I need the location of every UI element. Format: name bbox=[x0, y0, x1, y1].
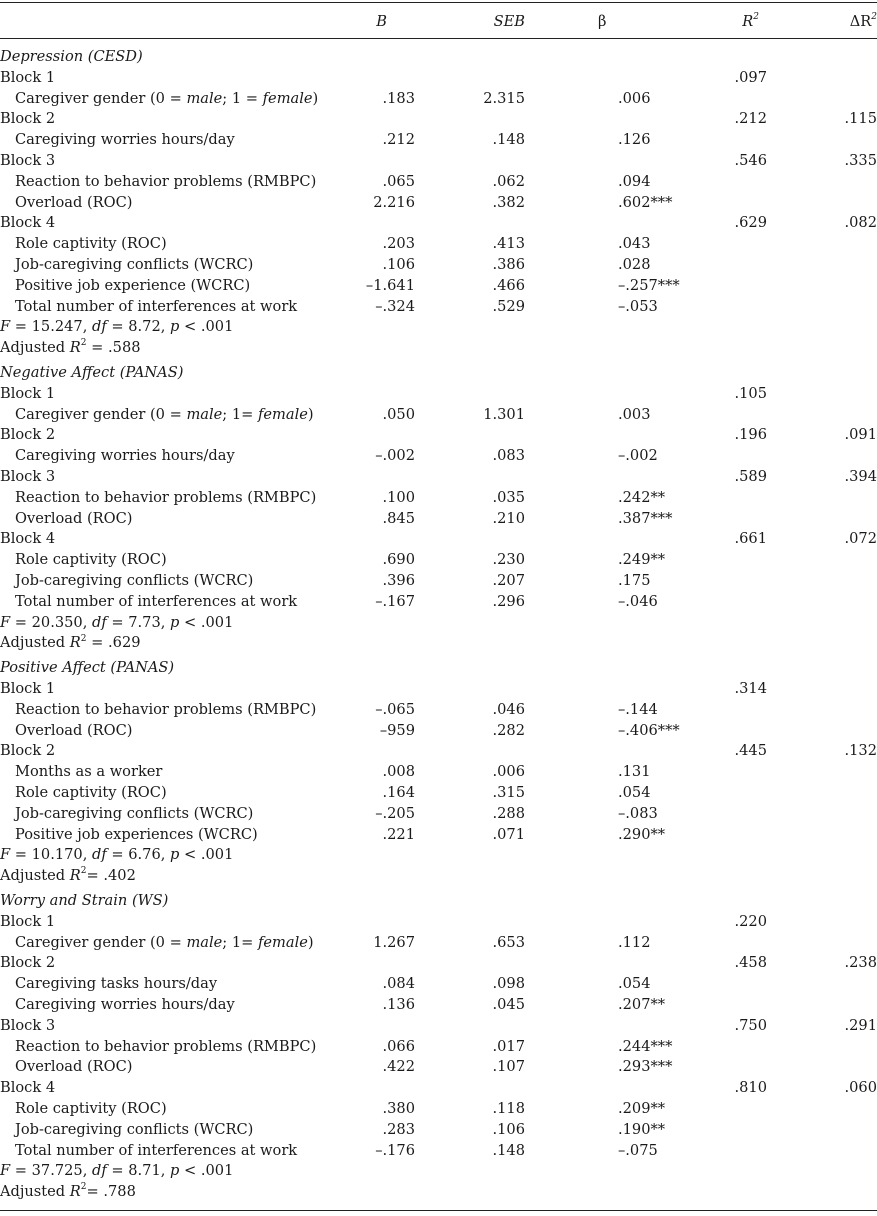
table-row bbox=[0, 973, 877, 994]
row-label: Reaction to behavior problems (RMBPC) bbox=[15, 1037, 317, 1055]
table-row bbox=[0, 591, 877, 612]
b-value: .164 bbox=[382, 784, 415, 801]
beta-value: –.053 bbox=[618, 297, 658, 315]
b-value: –959 bbox=[379, 721, 415, 739]
beta-value: .054 bbox=[618, 784, 651, 801]
beta-value: .190** bbox=[618, 1120, 666, 1138]
seb-value: .148 bbox=[492, 131, 525, 149]
table-row bbox=[0, 1119, 877, 1140]
table-row bbox=[0, 549, 877, 570]
row-label: Total number of interferences at work bbox=[15, 297, 298, 315]
table-row bbox=[0, 824, 877, 845]
adjusted-r2: Adjusted $R^2= .402$ bbox=[0, 866, 136, 885]
row-label: Overload (ROC) bbox=[15, 1058, 133, 1076]
block-row bbox=[0, 67, 877, 88]
b-value: .050 bbox=[382, 405, 415, 423]
header-delta-r2: $\Delta R^2$ bbox=[849, 12, 877, 30]
r2-value: .458 bbox=[734, 954, 767, 972]
header-row bbox=[0, 11, 877, 32]
delta-r2-value: .394 bbox=[844, 468, 877, 485]
row-label: Total number of interferences at work bbox=[15, 592, 298, 610]
b-value: .100 bbox=[382, 488, 415, 506]
header-r2: $R^2$ bbox=[742, 12, 759, 30]
adjusted-r2-row bbox=[0, 632, 877, 653]
table-row bbox=[0, 275, 877, 296]
block-row bbox=[0, 383, 877, 404]
header-beta: β bbox=[598, 13, 607, 30]
r2-value: .445 bbox=[734, 742, 767, 760]
b-value: .008 bbox=[382, 763, 415, 781]
table-row bbox=[0, 404, 877, 425]
seb-value: .083 bbox=[492, 447, 525, 465]
b-value: –.167 bbox=[375, 592, 415, 610]
f-statistic-row bbox=[0, 844, 877, 865]
bottom-rule bbox=[0, 1210, 877, 1211]
section-title bbox=[0, 362, 877, 383]
seb-value: .071 bbox=[492, 825, 525, 843]
section-title-text: Worry and Strain (WS) bbox=[0, 892, 169, 909]
table-row bbox=[0, 1036, 877, 1057]
row-label: Positive job experience (WCRC) bbox=[15, 276, 251, 294]
f-statistic: F = 10.170, df = 6.76, p < .001 bbox=[0, 846, 234, 864]
seb-value: .296 bbox=[492, 592, 525, 610]
beta-value: –.257*** bbox=[618, 276, 680, 294]
table-row bbox=[0, 487, 877, 508]
b-value: –.176 bbox=[375, 1141, 415, 1159]
table-row bbox=[0, 192, 877, 213]
beta-value: .242** bbox=[618, 488, 666, 506]
b-value: .066 bbox=[382, 1037, 415, 1055]
delta-r2-value: .132 bbox=[844, 742, 877, 760]
block-row bbox=[0, 678, 877, 699]
delta-r2-value: .072 bbox=[844, 530, 877, 548]
block-row bbox=[0, 952, 877, 973]
seb-value: .207 bbox=[492, 572, 525, 589]
table-row bbox=[0, 171, 877, 192]
block-label: Block 1 bbox=[0, 384, 56, 402]
table-row bbox=[0, 296, 877, 317]
block-label: Block 1 bbox=[0, 68, 56, 86]
row-label: Caregiving worries hours/day bbox=[15, 131, 235, 149]
seb-value: .045 bbox=[492, 996, 525, 1013]
beta-value: –.406*** bbox=[618, 721, 680, 739]
row-label: Overload (ROC) bbox=[15, 193, 133, 211]
seb-value: .107 bbox=[492, 1058, 525, 1076]
block-row bbox=[0, 212, 877, 233]
row-label: Positive job experiences (WCRC) bbox=[15, 825, 258, 843]
block-row bbox=[0, 150, 877, 171]
seb-value: .653 bbox=[492, 933, 525, 951]
f-statistic-row bbox=[0, 612, 877, 633]
block-row bbox=[0, 1077, 877, 1098]
block-label: Block 4 bbox=[0, 1079, 56, 1097]
beta-value: –.144 bbox=[618, 700, 658, 718]
table-row bbox=[0, 761, 877, 782]
seb-value: .230 bbox=[492, 551, 525, 569]
row-label: Job-caregiving conflicts (WCRC) bbox=[15, 804, 254, 822]
b-value: 1.267 bbox=[373, 933, 415, 951]
b-value: .106 bbox=[382, 256, 415, 273]
f-statistic-row bbox=[0, 1160, 877, 1181]
beta-value: .094 bbox=[618, 172, 651, 190]
seb-value: .106 bbox=[492, 1120, 525, 1138]
table-row bbox=[0, 803, 877, 824]
r2-value: .314 bbox=[734, 680, 767, 697]
beta-value: –.046 bbox=[618, 592, 658, 610]
beta-value: .249** bbox=[618, 551, 666, 569]
adjusted-r2-row bbox=[0, 865, 877, 886]
delta-r2-value: .291 bbox=[844, 1016, 877, 1034]
beta-value: .131 bbox=[618, 763, 651, 781]
block-label: Block 2 bbox=[0, 110, 56, 128]
beta-value: .112 bbox=[618, 933, 651, 951]
block-label: Block 4 bbox=[0, 530, 56, 548]
adjusted-r2-row bbox=[0, 1181, 877, 1202]
delta-r2-value: .115 bbox=[844, 110, 877, 128]
block-row bbox=[0, 466, 877, 487]
row-label: Job-caregiving conflicts (WCRC) bbox=[15, 1120, 254, 1138]
block-label: Block 2 bbox=[0, 426, 56, 444]
block-row bbox=[0, 108, 877, 129]
b-value: .690 bbox=[382, 551, 415, 569]
delta-r2-value: .082 bbox=[844, 214, 877, 232]
seb-value: .466 bbox=[492, 276, 525, 294]
r2-value: .629 bbox=[734, 214, 767, 232]
r2-value: .097 bbox=[734, 68, 767, 86]
b-value: .065 bbox=[382, 172, 415, 190]
block-row bbox=[0, 740, 877, 761]
table-row bbox=[0, 699, 877, 720]
row-label: Total number of interferences at work bbox=[15, 1141, 298, 1159]
seb-value: .386 bbox=[492, 256, 525, 273]
header-rule bbox=[0, 38, 877, 39]
block-label: Block 1 bbox=[0, 912, 56, 930]
row-label: Role captivity (ROC) bbox=[15, 1100, 167, 1117]
seb-value: .035 bbox=[492, 488, 525, 506]
header-seb: SEB bbox=[493, 13, 525, 30]
adjusted-r2: Adjusted $R^2= .788$ bbox=[0, 1182, 136, 1201]
beta-value: .175 bbox=[618, 572, 651, 589]
beta-value: .028 bbox=[618, 256, 651, 273]
section-title bbox=[0, 890, 877, 911]
seb-value: .529 bbox=[492, 297, 525, 315]
beta-value: –.002 bbox=[618, 447, 658, 465]
adjusted-r2: Adjusted $R^2 = .629$ bbox=[0, 633, 141, 652]
adjusted-r2-row bbox=[0, 337, 877, 358]
row-label: Caregiver gender (0 = male; 1= female) bbox=[15, 933, 314, 951]
b-value: –.002 bbox=[375, 447, 415, 465]
b-value: .183 bbox=[382, 89, 415, 107]
block-row bbox=[0, 424, 877, 445]
b-value: .136 bbox=[382, 996, 415, 1013]
beta-value: .293*** bbox=[618, 1058, 673, 1076]
beta-value: .602*** bbox=[618, 193, 673, 211]
seb-value: .046 bbox=[492, 700, 525, 718]
r2-value: .546 bbox=[734, 152, 767, 169]
seb-value: 2.315 bbox=[483, 89, 525, 107]
block-label: Block 2 bbox=[0, 742, 56, 760]
beta-value: .387*** bbox=[618, 509, 673, 527]
section-title-text: Positive Affect (PANAS) bbox=[0, 659, 175, 677]
b-value: .380 bbox=[382, 1100, 415, 1117]
block-label: Block 4 bbox=[0, 214, 56, 232]
b-value: .084 bbox=[382, 975, 415, 993]
row-label: Role captivity (ROC) bbox=[15, 784, 167, 801]
r2-value: .750 bbox=[734, 1016, 767, 1034]
row-label: Caregiver gender (0 = male; 1= female) bbox=[15, 405, 314, 423]
b-value: .396 bbox=[382, 572, 415, 589]
row-label: Job-caregiving conflicts (WCRC) bbox=[15, 256, 254, 273]
f-statistic-row bbox=[0, 316, 877, 337]
delta-r2-value: .060 bbox=[844, 1079, 877, 1097]
beta-value: .209** bbox=[618, 1100, 666, 1117]
b-value: .283 bbox=[382, 1120, 415, 1138]
seb-value: .148 bbox=[492, 1141, 525, 1159]
r2-value: .661 bbox=[734, 530, 767, 548]
beta-value: .043 bbox=[618, 235, 651, 253]
table-row bbox=[0, 782, 877, 803]
row-label: Reaction to behavior problems (RMBPC) bbox=[15, 488, 317, 506]
r2-value: .589 bbox=[734, 468, 767, 485]
block-label: Block 2 bbox=[0, 954, 56, 972]
b-value: .422 bbox=[382, 1058, 415, 1076]
b-value: 2.216 bbox=[373, 193, 415, 211]
row-label: Job-caregiving conflicts (WCRC) bbox=[15, 572, 254, 589]
header-b: B bbox=[376, 13, 387, 30]
seb-value: .062 bbox=[492, 172, 525, 190]
row-label: Caregiver gender (0 = male; 1 = female) bbox=[15, 89, 319, 107]
seb-value: .017 bbox=[492, 1037, 525, 1055]
delta-r2-value: .091 bbox=[844, 426, 877, 444]
r2-value: .196 bbox=[734, 426, 767, 444]
b-value: –.065 bbox=[375, 700, 415, 718]
f-statistic: F = 15.247, df = 8.72, p < .001 bbox=[0, 318, 234, 336]
table-row bbox=[0, 932, 877, 953]
b-value: –.324 bbox=[375, 297, 415, 315]
beta-value: .244*** bbox=[618, 1037, 673, 1055]
f-statistic: F = 20.350, df = 7.73, p < .001 bbox=[0, 613, 234, 631]
row-label: Months as a worker bbox=[15, 763, 163, 781]
section-title-text: Negative Affect (PANAS) bbox=[0, 364, 184, 381]
row-label: Caregiving tasks hours/day bbox=[15, 975, 218, 993]
table-row bbox=[0, 88, 877, 109]
row-label: Reaction to behavior problems (RMBPC) bbox=[15, 700, 317, 718]
block-label: Block 3 bbox=[0, 152, 56, 169]
row-label: Reaction to behavior problems (RMBPC) bbox=[15, 172, 317, 190]
seb-value: .315 bbox=[492, 784, 525, 801]
row-label: Overload (ROC) bbox=[15, 509, 133, 527]
table-row bbox=[0, 720, 877, 741]
table-row bbox=[0, 254, 877, 275]
table-row bbox=[0, 994, 877, 1015]
section-title-text: Depression (CESD) bbox=[0, 48, 143, 65]
beta-value: .126 bbox=[618, 131, 651, 149]
b-value: .212 bbox=[382, 131, 415, 149]
beta-value: .054 bbox=[618, 975, 651, 993]
top-rule bbox=[0, 2, 877, 3]
row-label: Role captivity (ROC) bbox=[15, 235, 167, 253]
table-row bbox=[0, 129, 877, 150]
r2-value: .212 bbox=[734, 110, 767, 128]
seb-value: .288 bbox=[492, 804, 525, 822]
row-label: Caregiving worries hours/day bbox=[15, 996, 235, 1013]
beta-value: –.083 bbox=[618, 804, 658, 822]
seb-value: .210 bbox=[492, 509, 525, 527]
row-label: Overload (ROC) bbox=[15, 721, 133, 739]
section-title bbox=[0, 46, 877, 67]
delta-r2-value: .335 bbox=[844, 152, 877, 169]
r2-value: .105 bbox=[734, 384, 767, 402]
r2-value: .810 bbox=[734, 1079, 767, 1097]
table-row bbox=[0, 445, 877, 466]
beta-value: –.075 bbox=[618, 1141, 658, 1159]
block-row bbox=[0, 1015, 877, 1036]
b-value: .203 bbox=[382, 235, 415, 253]
table-row bbox=[0, 508, 877, 529]
adjusted-r2: Adjusted $R^2 = .588$ bbox=[0, 338, 141, 357]
beta-value: .003 bbox=[618, 405, 651, 423]
block-label: Block 1 bbox=[0, 680, 56, 697]
seb-value: .098 bbox=[492, 975, 525, 993]
seb-value: .413 bbox=[492, 235, 525, 253]
beta-value: .006 bbox=[618, 89, 651, 107]
table-row bbox=[0, 233, 877, 254]
beta-value: .207** bbox=[618, 996, 666, 1013]
table-row bbox=[0, 1140, 877, 1161]
block-row bbox=[0, 911, 877, 932]
seb-value: .118 bbox=[492, 1100, 525, 1117]
b-value: .845 bbox=[382, 509, 415, 527]
f-statistic: F = 37.725, df = 8.71, p < .001 bbox=[0, 1162, 234, 1180]
seb-value: .282 bbox=[492, 721, 525, 739]
beta-value: .290** bbox=[618, 825, 666, 843]
block-label: Block 3 bbox=[0, 1016, 56, 1034]
table-row bbox=[0, 570, 877, 591]
table-row bbox=[0, 1098, 877, 1119]
r2-value: .220 bbox=[734, 912, 767, 930]
b-value: –.205 bbox=[375, 804, 415, 822]
seb-value: .006 bbox=[492, 763, 525, 781]
seb-value: .382 bbox=[492, 193, 525, 211]
b-value: –1.641 bbox=[365, 276, 415, 294]
delta-r2-value: .238 bbox=[844, 954, 877, 972]
row-label: Caregiving worries hours/day bbox=[15, 447, 235, 465]
block-label: Block 3 bbox=[0, 468, 56, 485]
section-title bbox=[0, 657, 877, 678]
seb-value: 1.301 bbox=[483, 405, 525, 423]
b-value: .221 bbox=[382, 825, 415, 843]
row-label: Role captivity (ROC) bbox=[15, 551, 167, 569]
block-row bbox=[0, 528, 877, 549]
table-row bbox=[0, 1056, 877, 1077]
